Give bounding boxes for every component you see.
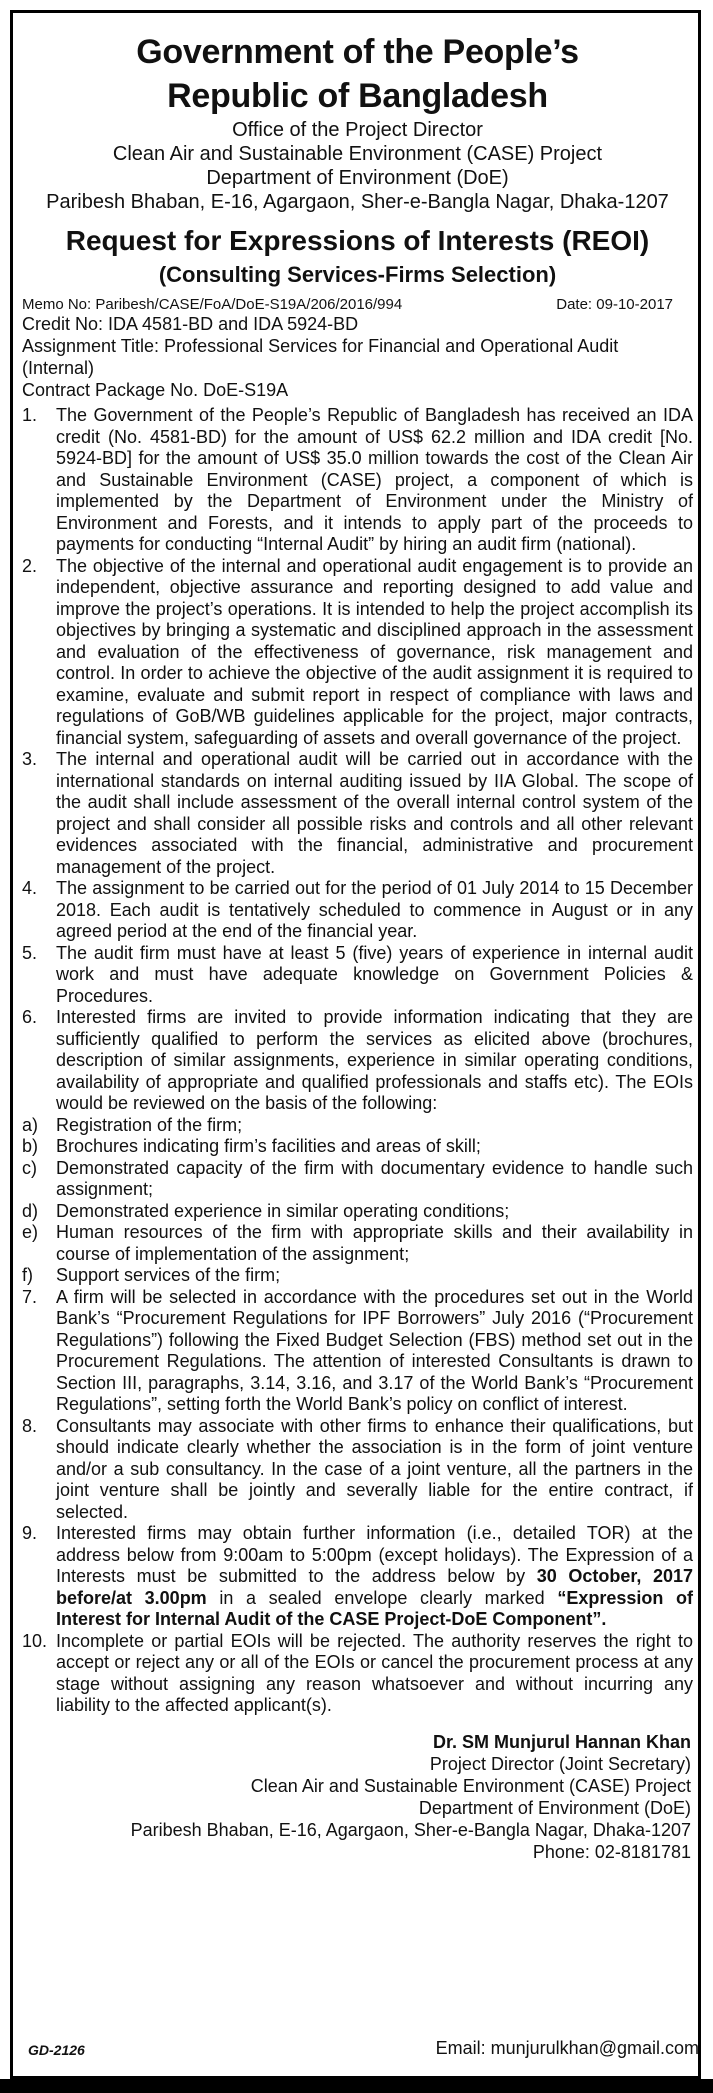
list-item xyxy=(22,556,693,750)
item-number: 2. xyxy=(22,555,38,576)
item-text: Demonstrated capacity of the firm with documentary evidence to handle such assignment; xyxy=(56,1157,693,1199)
office-address: Paribesh Bhaban, E-16, Agargaon, Sher-e-Bangla Nagar, Dhaka-1207 xyxy=(46,191,669,213)
government-title-line1: Government of the People’s xyxy=(136,33,579,71)
signatory-address: Paribesh Bhaban, E-16, Agargaon, Sher-e-Bangla Nagar, Dhaka-1207 xyxy=(130,1819,691,1840)
item-text: The audit firm must have at least 5 (five) years of experience in internal audit work and must have adequate knowledge on Government Policies & Procedures. xyxy=(56,942,693,1006)
item-text-part: in a sealed envelope clearly marked xyxy=(206,1587,558,1608)
list-item xyxy=(22,1158,693,1201)
memo-line xyxy=(22,296,693,313)
notice-title: Request for Expressions of Interests (REOI) xyxy=(65,225,650,256)
government-title-line2: Republic of Bangladesh xyxy=(167,77,548,115)
list-item xyxy=(22,1222,693,1265)
project-name: Clean Air and Sustainable Environment (CASE) Project xyxy=(112,143,603,165)
notice-header xyxy=(22,30,693,290)
item-text xyxy=(56,1523,693,1631)
item-letter: c) xyxy=(22,1157,37,1178)
item-number: 3. xyxy=(22,749,38,769)
signatory-title: Project Director (Joint Secretary) xyxy=(429,1753,691,1774)
office-name: Office of the Project Director xyxy=(232,119,483,141)
notice-items xyxy=(22,405,693,1717)
signatory-email: Email: munjurulkhan@gmail.com xyxy=(435,2038,699,2058)
submission-deadline: 30 October, 2017 before/at 3.00pm xyxy=(56,1566,693,1608)
memo-number: Memo No: Paribesh/CASE/FoA/DoE-S19A/206/2016/994 xyxy=(22,296,403,313)
assignment-title: Assignment Title: Professional Services for Financial and Operational Audit (Internal) xyxy=(22,336,619,378)
item-text: The Government of the People’s Republic of Bangladesh has received an IDA credit (No. 4581-BD) for the amount of US$ 62.2 million and IDA credit [No. 5924-BD] for the amount of US$ 35.0 million towards the cost of the Clean Air and Sustainable Environment (CASE) project, a component of which is implemented by the Department of Environment under the Ministry of Environment and Forests, and it intends to apply part of the proceeds to payments for conducting “Internal Audit” by hiring an audit firm (national). xyxy=(56,405,693,554)
item-number: 9. xyxy=(22,1523,38,1543)
item-text: Consultants may associate with other firms to enhance their qualifications, but should indicate clearly whether the association is in the form of joint venture and/or a sub consultancy. In the case of a joint venture, all the partners in the joint venture shall be jointly and severally liable for the entire contract, if selected. xyxy=(56,1415,693,1522)
item-number: 7. xyxy=(22,1286,38,1307)
item-text: Demonstrated experience in similar operating conditions; xyxy=(56,1200,510,1221)
list-item xyxy=(22,1265,693,1287)
item-letter: a) xyxy=(22,1114,39,1135)
item-number: 4. xyxy=(22,878,38,898)
signatory-department: Department of Environment (DoE) xyxy=(418,1797,691,1818)
envelope-marking: “Expression of Interest for Internal Audit of the CASE Project-DoE Component”. xyxy=(56,1587,694,1629)
signatory-project: Clean Air and Sustainable Environment (CASE) Project xyxy=(250,1775,691,1796)
item-letter: e) xyxy=(22,1222,39,1242)
item-text: A firm will be selected in accordance with the procedures set out in the World Bank’s “Procurement Regulations for IPF Borrowers” July 2016 (“Procurement Regulations”) following the Fixed Budget Selection (FBS) method set out in the Procurement Regulations. The attention of interested Consultants is drawn to Section III, paragraphs, 3.14, 3.16, and 3.17 of the World Bank’s “Procurement Regulations”, setting forth the World Bank’s policy on conflict of interest. xyxy=(56,1286,693,1414)
item-text: Interested firms are invited to provide information indicating that they are sufficiently qualified to perform the services as elicited above (brochures, description of similar assignments, experience in similar operating conditions, availability of appropriate and qualified professionals and staffs etc). The EOIs would be reviewed on the basis of the following: xyxy=(56,1007,693,1113)
item-number: 8. xyxy=(22,1415,38,1436)
item-number: 10. xyxy=(22,1630,48,1651)
list-item xyxy=(22,1201,693,1223)
item-text: Support services of the firm; xyxy=(56,1265,281,1285)
list-item xyxy=(22,1523,693,1631)
signatory-name: Dr. SM Munjurul Hannan Khan xyxy=(432,1731,691,1752)
item-text: Brochures indicating firm’s facilities and areas of skill; xyxy=(56,1136,481,1156)
item-text: The assignment to be carried out for the period of 01 July 2014 to 15 December 2018. Each audit is tentatively scheduled to commence in August or in any agreed period at the end of the financial year. xyxy=(56,878,693,941)
list-item xyxy=(22,1287,693,1416)
signatory-phone: Phone: 02-8181781 xyxy=(532,1841,691,1862)
item-letter: f) xyxy=(22,1265,33,1285)
notice-date: Date: 09-10-2017 xyxy=(556,296,673,313)
item-text: Incomplete or partial EOIs will be rejected. The authority reserves the right to accept or reject any or all of the EOIs or cancel the procurement process at any stage without assigning any reason whatsoever and without incurring any liability to the affected applicant(s). xyxy=(56,1630,693,1715)
gd-code: GD-2126 xyxy=(28,2042,85,2058)
item-number: 1. xyxy=(22,405,38,425)
signature-block xyxy=(22,1731,693,1863)
credit-number: Credit No: IDA 4581-BD and IDA 5924-BD xyxy=(22,314,359,334)
department-name: Department of Environment (DoE) xyxy=(206,167,509,189)
list-item xyxy=(22,749,693,878)
list-item xyxy=(22,1115,693,1137)
list-item xyxy=(22,1136,693,1158)
item-text: The internal and operational audit will be carried out in accordance with the international standards on internal auditing issued by IIA Global. The scope of the audit shall include assessment of the overall internal control system of the project and shall consider all possible risks and controls and all other relevant evidences associated with the financial, administrative and procurement management of the project. xyxy=(56,749,693,877)
item-number: 5. xyxy=(22,942,38,963)
item-letter: b) xyxy=(22,1136,39,1156)
notice-content xyxy=(22,30,693,1863)
item-letter: d) xyxy=(22,1200,39,1221)
item-text: Human resources of the firm with appropriate skills and their availability in course of implementation of the assignment; xyxy=(56,1222,693,1264)
item-text-part: Interested firms may obtain further information (i.e., detailed TOR) at the address below from 9:00am to 5:00pm (except holidays). The Expression of a Interests must be submitted to the address below by xyxy=(56,1523,693,1586)
list-item xyxy=(22,878,693,943)
notice-subtitle: (Consulting Services-Firms Selection) xyxy=(158,262,557,287)
list-item xyxy=(22,1007,693,1115)
list-item xyxy=(22,405,693,556)
item-text: The objective of the internal and operational audit engagement is to provide an independent, objective assurance and reporting designed to add value and improve the project’s operations. It is intended to help the project accomplish its objectives by bringing a systematic and disciplined approach in the assessment and evaluation of the effectiveness of governance, risk management and control. In order to achieve the objective of the audit assignment it is required to examine, evaluate and submit report in respect of compliance with laws and regulations of GoB/WB guidelines applicable for the project, major contracts, financial system, safeguarding of assets and overall governance of the project. xyxy=(56,555,693,748)
bottom-bar xyxy=(0,2079,713,2093)
list-item xyxy=(22,1416,693,1524)
list-item xyxy=(22,943,693,1008)
list-item xyxy=(22,1631,693,1717)
item-number: 6. xyxy=(22,1007,38,1027)
contract-package: Contract Package No. DoE-S19A xyxy=(22,380,289,400)
item-text: Registration of the firm; xyxy=(56,1114,243,1135)
